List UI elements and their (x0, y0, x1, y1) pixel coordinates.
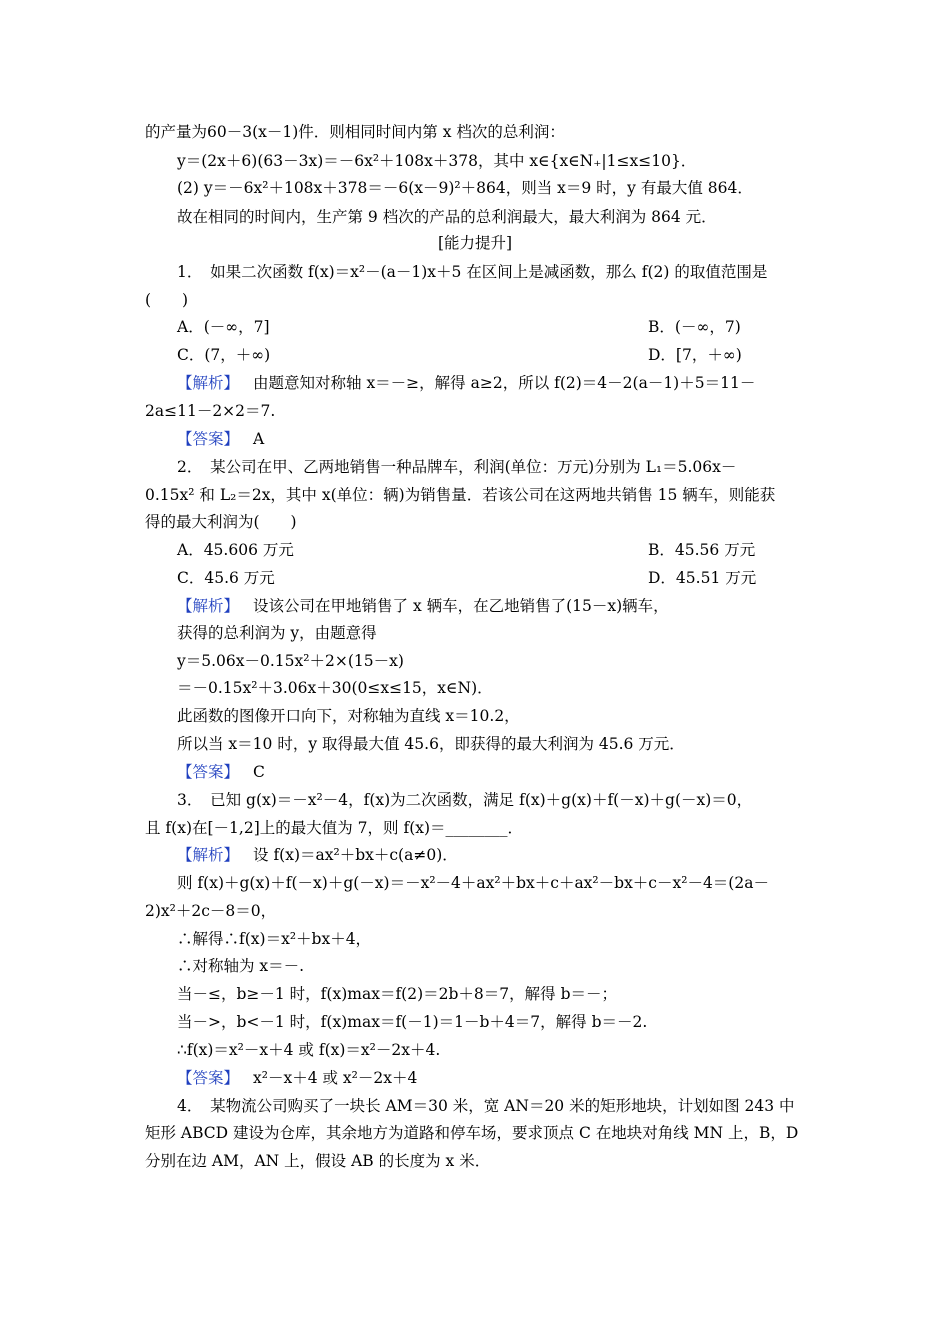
question-1-stem: 1． 如果二次函数 f(x)＝x²－(a－1)x＋5 在区间上是减函数，那么 f(2) 的取值范围是 (177, 263, 768, 281)
formula-line: ＝－0.15x²＋3.06x＋30(0≤x≤15，x∈N)． (177, 679, 493, 697)
analysis-tag: 【解析】 (177, 374, 240, 392)
question-3-stem: 3． 已知 g(x)＝－x²－4，f(x)为二次函数，满足 f(x)＋g(x)＋f(－x)＋g(－x)＝0， (177, 791, 753, 809)
question-1-option-b: B．(－∞，7) (648, 318, 741, 336)
formula-line: y＝5.06x－0.15x²＋2×(15－x) (177, 652, 404, 670)
question-3-analysis (177, 845, 458, 865)
question-2-option-b: B．45.56 万元 (648, 541, 756, 559)
question-4-stem: 分别在边 AM，AN 上，假设 AB 的长度为 x 米． (145, 1152, 491, 1170)
analysis-text: 由题意知对称轴 x＝－≥，解得 a≥2，所以 f(2)＝4－2(a－1)＋5＝11－ (253, 374, 756, 392)
formula-line: 当－>，b<－1 时，f(x)max＝f(－1)＝1－b＋4＝7，解得 b＝－2. (177, 1013, 648, 1031)
analysis-tag: 【解析】 (177, 597, 240, 615)
question-3-stem: 且 f(x)在[－1,2]上的最大值为 7，则 f(x)＝________． (145, 819, 524, 837)
section-title: [能力提升] (437, 234, 513, 252)
question-1-option-c: C．(7，＋∞) (177, 346, 271, 364)
formula-line: 则 f(x)＋g(x)＋f(－x)＋g(－x)＝－x²－4＋ax²＋bx＋c＋ax²－bx＋c－x²－4＝(2a－ (177, 874, 769, 892)
question-2-analysis (177, 596, 669, 616)
formula-line: y＝(2x＋6)(63－3x)＝－6x²＋108x＋378，其中 x∈{x∈N₊|1≤x≤10}． (177, 152, 697, 170)
answer-value: x²－x＋4 或 x²－2x＋4 (253, 1069, 418, 1087)
question-1-option-d: D．[7，＋∞) (648, 346, 742, 364)
answer-tag: 【答案】 (177, 430, 240, 448)
question-2-stem: 得的最大利润为( ) (145, 513, 297, 531)
analysis-text: 获得的总利润为 y，由题意得 (177, 624, 377, 642)
question-1-blank: ( ) (145, 291, 189, 309)
question-4-stem: 4． 某物流公司购买了一块长 AM＝30 米，宽 AN＝20 米的矩形地块，计划如图 243 中 (177, 1097, 795, 1115)
formula-line: 2)x²＋2c－8＝0， (145, 902, 277, 920)
question-2-stem: 0.15x² 和 L₂＝2x，其中 x(单位：辆)为销售量．若该公司在这两地共销售 15 辆车，则能获 (145, 486, 776, 504)
text-line: 的产量为60－3(x－1)件．则相同时间内第 x 档次的总利润： (145, 123, 565, 141)
question-2-answer (177, 762, 265, 782)
formula-line: ∴f(x)＝x²－x＋4 或 f(x)＝x²－2x＋4. (177, 1041, 441, 1059)
answer-value: C (253, 763, 265, 781)
question-1-analysis (177, 373, 755, 393)
question-4-stem: 矩形 ABCD 建设为仓库，其余地方为道路和停车场，要求顶点 C 在地块对角线 MN 上，B，D (145, 1124, 799, 1142)
question-1-answer (177, 429, 264, 449)
formula-line: ∴解得∴f(x)＝x²＋bx＋4， (177, 930, 372, 948)
formula-line: 当－≤，b≥－1 时，f(x)max＝f(2)＝2b＋8＝7，解得 b＝－； (177, 985, 617, 1003)
question-2-option-a: A．45.606 万元 (177, 541, 294, 559)
question-2-option-d: D．45.51 万元 (648, 569, 757, 587)
question-1-option-a: A．(－∞，7] (177, 318, 270, 336)
analysis-text: 2a≤11－2×2＝7. (145, 402, 276, 420)
analysis-tag: 【解析】 (177, 846, 240, 864)
text-line: 故在相同的时间内，生产第 9 档次的产品的总利润最大，最大利润为 864 元． (177, 208, 717, 226)
analysis-text: 设 f(x)＝ax²＋bx＋c(a≠0)． (253, 846, 458, 864)
analysis-text: 设该公司在甲地销售了 x 辆车，在乙地销售了(15－x)辆车， (253, 597, 669, 615)
question-3-answer (177, 1068, 417, 1088)
question-2-option-c: C．45.6 万元 (177, 569, 275, 587)
answer-tag: 【答案】 (177, 1069, 240, 1087)
answer-tag: 【答案】 (177, 763, 240, 781)
formula-line: ∴对称轴为 x＝－. (177, 957, 305, 975)
analysis-text: 所以当 x＝10 时，y 取得最大值 45.6，即获得的最大利润为 45.6 万元． (177, 735, 685, 753)
answer-value: A (253, 430, 265, 448)
question-2-stem: 2． 某公司在甲、乙两地销售一种品牌车，利润(单位：万元)分别为 L₁＝5.06x－ (177, 458, 737, 476)
text-line: (2) y＝－6x²＋108x＋378＝－6(x－9)²＋864，则当 x＝9 时，y 有最大值 864． (177, 179, 753, 197)
analysis-text: 此函数的图像开口向下，对称轴为直线 x＝10.2， (177, 707, 520, 725)
